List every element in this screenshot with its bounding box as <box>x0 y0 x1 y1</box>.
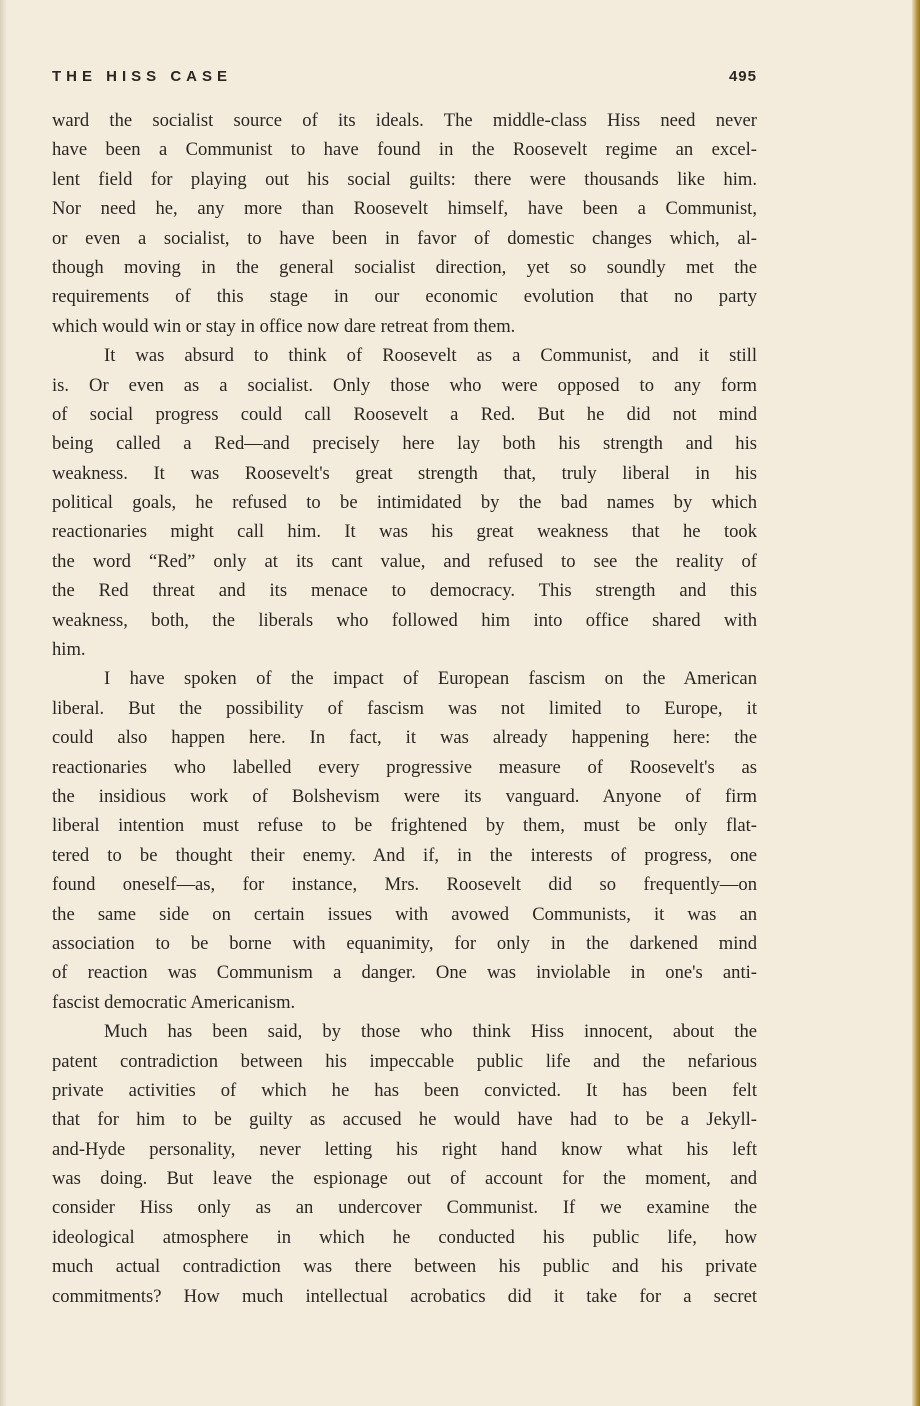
text-line: ward the socialist source of its ideals. The middle-class Hiss need never <box>52 110 757 131</box>
text-line: It was absurd to think of Roosevelt as a Communist, and it still <box>104 345 757 367</box>
paragraph <box>52 106 757 341</box>
text-line: Much has been said, by those who think Hiss innocent, about the <box>104 1021 757 1043</box>
text-line: which would win or stay in office now dare retreat from them. <box>52 315 516 337</box>
text-line: the Red threat and its menace to democracy. This strength and this <box>52 580 757 602</box>
text-line: the same side on certain issues with avowed Communists, it was an <box>52 903 757 925</box>
text-line: liberal intention must refuse to be frightened by them, must be only flat- <box>52 815 757 837</box>
text-line: commitments? How much intellectual acrobatics did it take for a secret <box>52 1285 757 1307</box>
text-line: political goals, he refused to be intimidated by the bad names by which <box>52 492 757 514</box>
text-line: tered to be thought their enemy. And if, in the interests of progress, one <box>52 844 757 866</box>
page-number: 495 <box>728 68 757 85</box>
page-header <box>52 68 757 92</box>
text-line: weakness, both, the liberals who followed him into office shared with <box>52 609 757 631</box>
text-line: reactionaries might call him. It was his great weakness that he took <box>52 521 757 543</box>
text-line: requirements of this stage in our economic evolution that no party <box>52 286 757 308</box>
text-line: being called a Red—and precisely here lay both his strength and his <box>52 433 757 455</box>
text-line: private activities of which he has been convicted. It has been felt <box>52 1079 757 1101</box>
text-line: reactionaries who labelled every progressive measure of Roosevelt's as <box>52 756 757 778</box>
text-line: the word “Red” only at its cant value, and refused to see the reality of <box>52 550 757 572</box>
text-line: him. <box>52 639 86 661</box>
text-line: I have spoken of the impact of European fascism on the American <box>104 668 757 690</box>
running-head: THE HISS CASE <box>52 68 233 85</box>
text-line: weakness. It was Roosevelt's great strength that, truly liberal in his <box>52 462 757 484</box>
text-line: fascist democratic Americanism. <box>52 991 296 1013</box>
text-line: found oneself—as, for instance, Mrs. Roosevelt did so frequently—on <box>52 874 757 896</box>
text-line: have been a Communist to have found in the Roosevelt regime an excel- <box>52 139 757 161</box>
page-left-edge <box>0 0 6 1406</box>
text-line: could also happen here. In fact, it was already happening here: the <box>52 727 757 749</box>
text-line: association to be borne with equanimity, for only in the darkened mind <box>52 932 757 954</box>
text-line: consider Hiss only as an undercover Communist. If we examine the <box>52 1197 757 1219</box>
text-line: the insidious work of Bolshevism were its vanguard. Anyone of firm <box>52 785 757 807</box>
body-text <box>52 106 757 1311</box>
text-line: though moving in the general socialist direction, yet so soundly met the <box>52 256 757 278</box>
page-right-edge <box>912 0 920 1406</box>
paragraph <box>52 664 757 1017</box>
text-line: ideological atmosphere in which he conducted his public life, how <box>52 1226 757 1248</box>
text-line: of social progress could call Roosevelt a Red. But he did not mind <box>52 403 757 425</box>
text-line: patent contradiction between his impeccable public life and the nefarious <box>52 1050 757 1072</box>
text-line: lent field for playing out his social guilts: there were thousands like him. <box>52 168 757 190</box>
text-line: that for him to be guilty as accused he would have had to be a Jekyll- <box>52 1109 757 1131</box>
paragraph <box>52 341 757 664</box>
text-line: Nor need he, any more than Roosevelt himself, have been a Communist, <box>52 198 757 220</box>
text-line: was doing. But leave the espionage out of account for the moment, and <box>52 1168 757 1190</box>
text-line: and-Hyde personality, never letting his right hand know what his left <box>52 1138 757 1160</box>
text-line: or even a socialist, to have been in favor of domestic changes which, al- <box>52 227 757 249</box>
text-line: liberal. But the possibility of fascism was not limited to Europe, it <box>52 697 757 719</box>
text-line: much actual contradiction was there between his public and his private <box>52 1256 757 1278</box>
text-line: of reaction was Communism a danger. One was inviolable in one's anti- <box>52 962 757 984</box>
text-line: is. Or even as a socialist. Only those who were opposed to any form <box>52 374 757 396</box>
paragraph <box>52 1017 757 1311</box>
